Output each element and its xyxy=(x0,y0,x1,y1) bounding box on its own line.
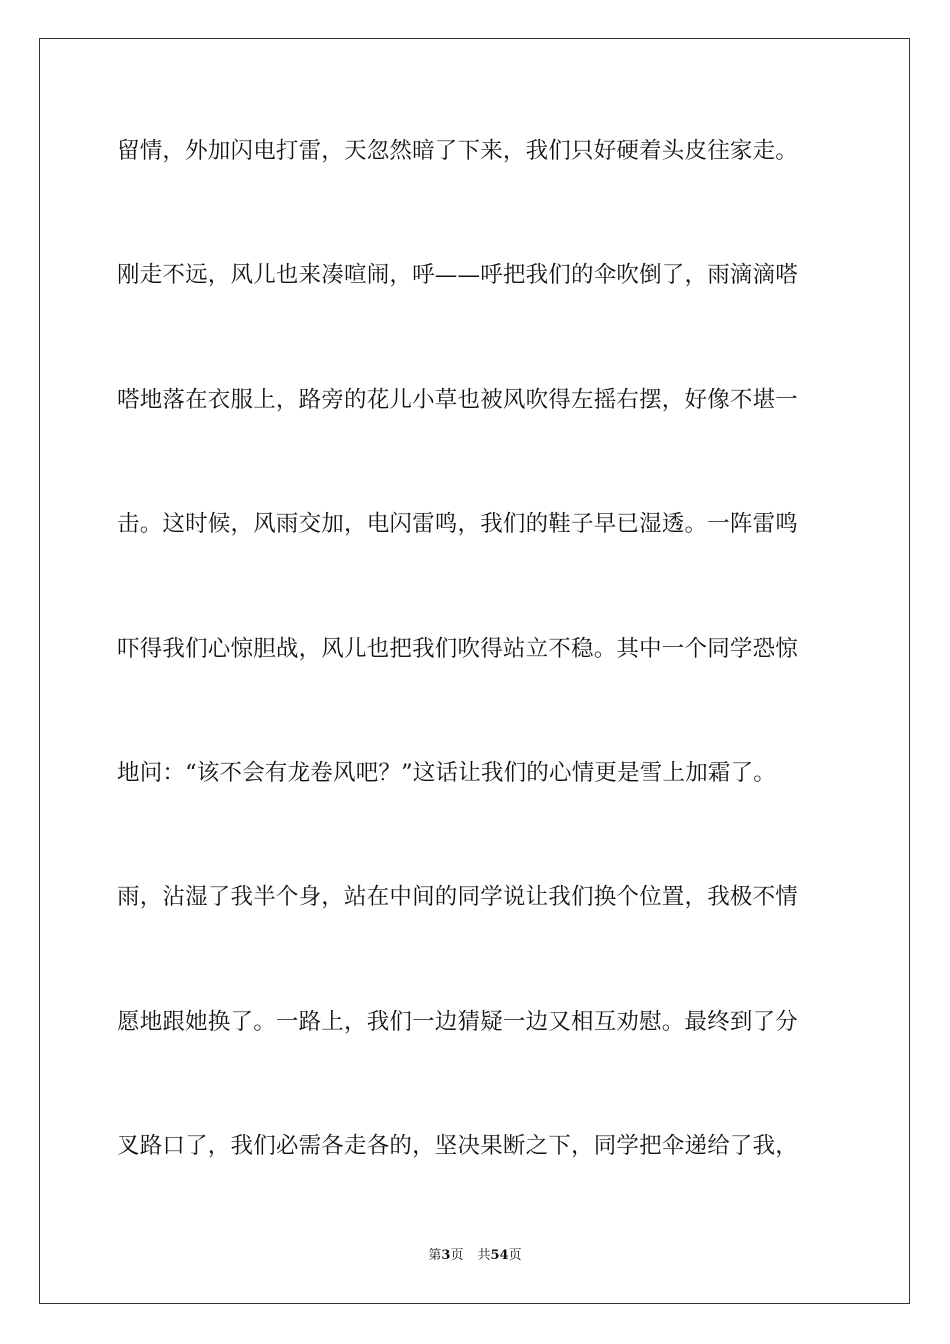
page-number: 3 xyxy=(441,1248,451,1263)
body-text-line: 嗒地落在衣服上，路旁的花儿小草也被风吹得左摇右摆，好像不堪一 xyxy=(117,387,799,413)
body-text-line: 叉路口了，我们必需各走各的，坚决果断之下，同学把伞递给了我， xyxy=(117,1133,799,1159)
total-prefix: 共 xyxy=(477,1248,491,1263)
page-prefix: 第 xyxy=(428,1248,442,1263)
body-text-line: 击。这时候，风雨交加，电闪雷鸣，我们的鞋子早已湿透。一阵雷鸣 xyxy=(117,511,799,537)
body-text-line: 刚走不远，风儿也来凑喧闹，呼——呼把我们的伞吹倒了，雨滴滴嗒 xyxy=(117,262,799,288)
page-border xyxy=(39,38,910,1304)
body-text-line: 愿地跟她换了。一路上，我们一边猜疑一边又相互劝慰。最终到了分 xyxy=(117,1009,799,1035)
total-pages: 54 xyxy=(490,1248,509,1263)
body-text-line: 雨，沾湿了我半个身，站在中间的同学说让我们换个位置，我极不情 xyxy=(117,884,799,910)
body-text-line: 地问：“该不会有龙卷风吧？”这话让我们的心情更是雪上加霜了。 xyxy=(117,760,777,786)
page-footer xyxy=(0,1247,950,1265)
total-suffix: 页 xyxy=(508,1248,522,1263)
body-text-line: 吓得我们心惊胆战，风儿也把我们吹得站立不稳。其中一个同学恐惊 xyxy=(117,636,799,662)
page-suffix: 页 xyxy=(450,1248,464,1263)
body-text-line: 留情，外加闪电打雷，天忽然暗了下来，我们只好硬着头皮往家走。 xyxy=(117,138,799,164)
